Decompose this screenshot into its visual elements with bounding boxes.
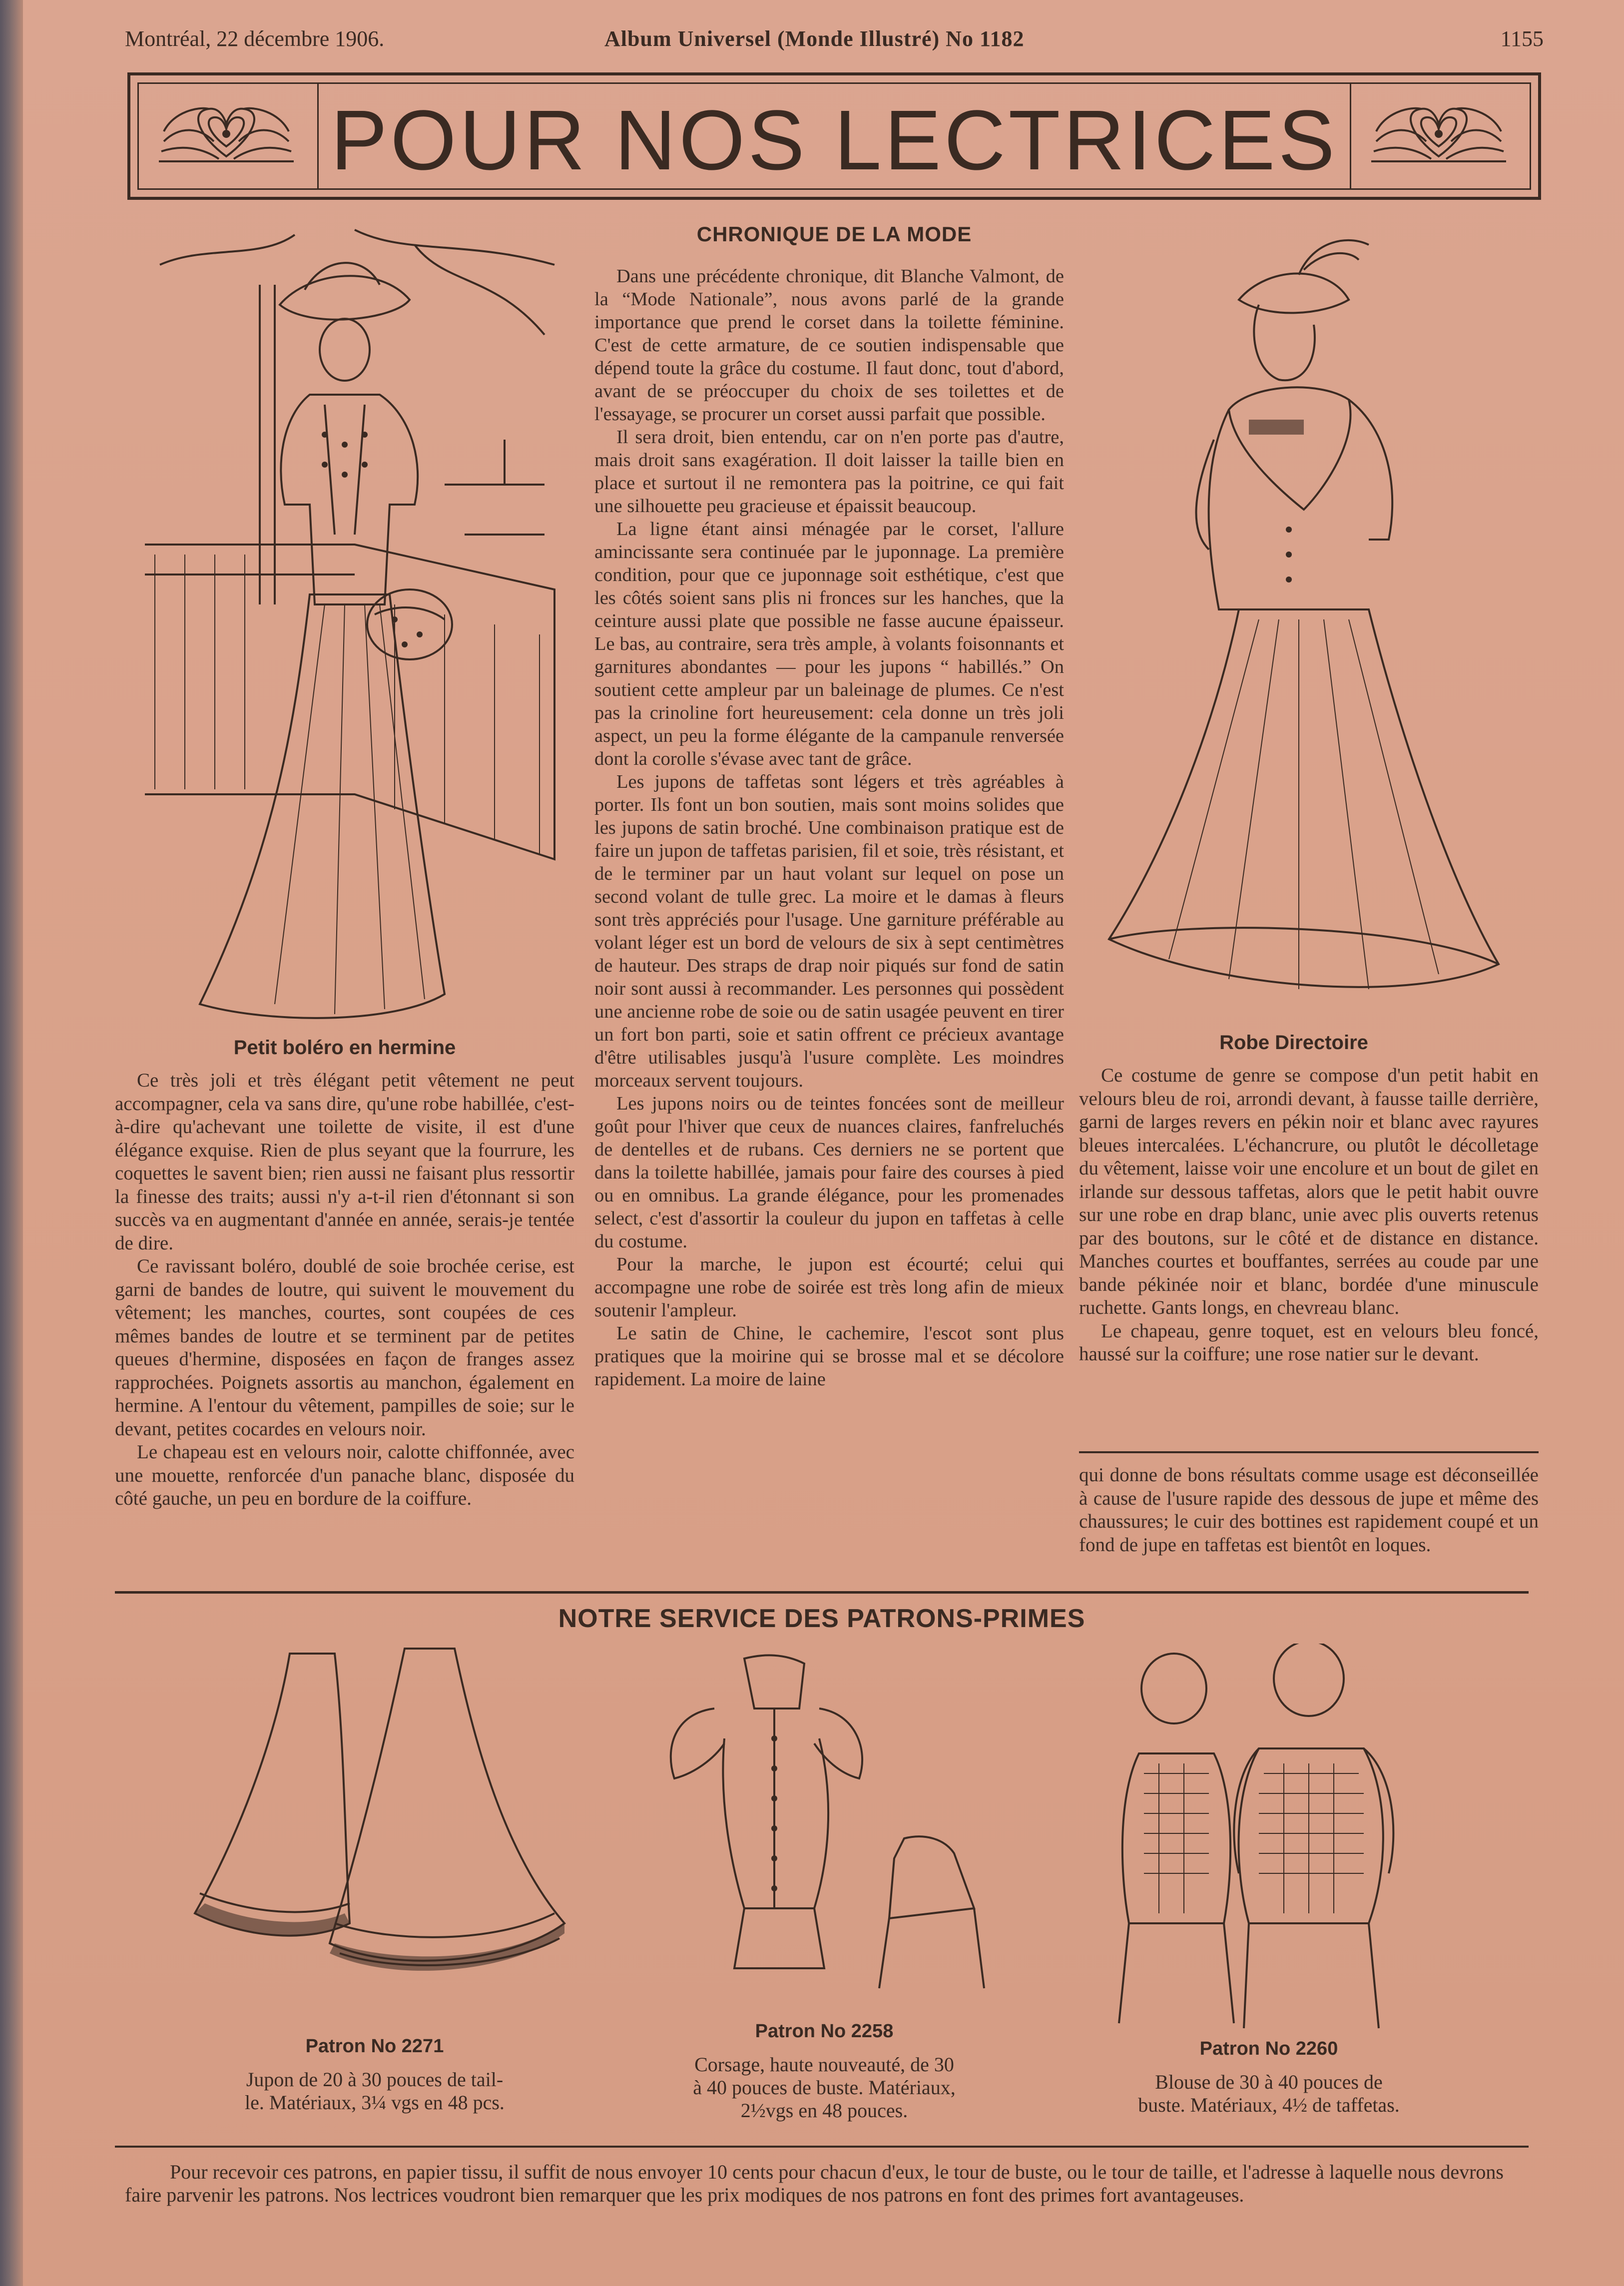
- paragraph: Il sera droit, bien entendu, car on n'en porte pas d'autre, mais droit sans exagération. Il doit laisser la taille bien en place et surtout il ne remontera pas la poitrine, ce qui fait une silhouette peu gracieuse et épaissit beaucoup.: [594, 427, 1064, 517]
- running-head-date: Montréal, 22 décembre 1906.: [125, 26, 385, 51]
- description-line: à 40 pouces de buste. Matériaux,: [693, 2076, 956, 2099]
- paragraph: qui donne de bons résultats comme usage est déconseillée à cause de l'usure rapide des dessous de jupe et même des chaussures; le cuir des bottines est rapidement coupé et un fond de jupe en taffetas est bientôt en loques.: [1079, 1464, 1539, 1556]
- left-illustration-caption: Petit boléro en hermine: [233, 1037, 456, 1059]
- patron-2260-title: Patron No 2260: [1199, 2038, 1338, 2059]
- patron-2258-title: Patron No 2258: [755, 2021, 894, 2042]
- paragraph: Ce très joli et très élégant petit vêtement ne peut accompagner, cela va sans dire, qu'une robe habillée, c'est-à-dire qu'achevant une toilette de visite, il est d'une élégance exquise. Rien de plus seyant que la fourrure, les coquettes le savent bien; rien aussi ne faisant plus ressortir la finesse des traits; aussi n'y a-t-il rien d'étonnant si son succès va en augmentant d'année en année, serais-je tentée de dire.: [115, 1070, 574, 1254]
- description-line: Jupon de 20 à 30 pouces de tail-: [246, 2068, 504, 2091]
- running-head: [125, 19, 1544, 59]
- paragraph: Dans une précédente chronique, dit Blanche Valmont, de la “Mode Nationale”, nous avons parlé de la grande importance que prend le corset dans la toilette féminine. C'est de cette armature, de ce soutien indispensable que dépend toute la grâce du costume. Il faut donc, tout d'abord, avant de se préoccuper du choix de ses toilettes et de l'essayage, se procurer un corset aussi parfait que possible.: [594, 266, 1064, 425]
- paragraph: Pour la marche, le jupon est écourté; celui qui accompagne une robe de soirée est très long afin de mieux soutenir l'ampleur.: [594, 1254, 1064, 1321]
- right-column-text: [1079, 1064, 1539, 1366]
- footer-divider-rule: [115, 2146, 1529, 2148]
- title-banner-inner: [137, 82, 1531, 190]
- robe-directoire-illustration: [1089, 230, 1519, 1014]
- right-column-continuation: [1079, 1464, 1539, 1557]
- art-nouveau-heart-ornament-icon: [154, 96, 299, 171]
- paragraph: Le chapeau est en velours noir, calotte chiffonnée, avec une mouette, renforcée d'un panache blanc, disposée du côté gauche, un peu en bordure de la coiffure.: [115, 1441, 574, 1509]
- page-binding-edge: [0, 0, 23, 2286]
- right-illustration-caption: Robe Directoire: [1219, 1032, 1368, 1054]
- art-nouveau-heart-ornament-icon: [1366, 96, 1511, 171]
- patron-2260-description: [1079, 2071, 1459, 2117]
- title-banner: [127, 72, 1541, 200]
- patron-2271-description: [185, 2068, 564, 2114]
- chronique-heading: CHRONIQUE DE LA MODE: [696, 222, 972, 246]
- description-line: buste. Matériaux, 4½ de taffetas.: [1138, 2094, 1400, 2116]
- paragraph: Ce ravissant boléro, doublé de soie brochée cerise, est garni de bandes de loutre, qui suivent le mouvement du vêtement; les manches, courtes, sont coupées de ces mêmes bandes de loutre et se terminent par de petites queues d'hermine, disposées en façon de franges assez rapprochées. Poignets assortis au manchon, également en hermine. A l'entour du vêtement, pampilles de soie; sur le devant, petites cocardes en velours noir.: [115, 1255, 574, 1440]
- patron-2258-description: [639, 2053, 1009, 2122]
- center-column-text: [594, 265, 1064, 1391]
- description-line: Blouse de 30 à 40 pouces de: [1155, 2071, 1383, 2093]
- paragraph: Le satin de Chine, le cachemire, l'escot sont plus pratiques que la moirine qui se brosse mal et se décolore rapidement. La moire de laine: [594, 1323, 1064, 1390]
- left-ornament: [139, 84, 319, 188]
- description-line: Corsage, haute nouveauté, de 30: [694, 2053, 954, 2076]
- page-title: POUR NOS LECTRICES: [330, 93, 1338, 188]
- running-head-publication: Album Universel (Monde Illustré) No 1182: [604, 26, 1025, 51]
- footer-note: Pour recevoir ces patrons, en papier tissu, il suffit de nous envoyer 10 cents pour chacun d'eux, le tour de buste, ou le tour de taille, et l'adresse à laquelle nous devrons faire parvenir les patrons. Nos lectrices voudront bien remarquer que les prix modiques de nos patrons en font des primes fort avantageuses.: [125, 2161, 1504, 2206]
- paragraph: La ligne étant ainsi ménagée par le corset, l'allure amincissante sera continuée par le juponnage. La première condition, pour que ce juponnage soit esthétique, c'est que les côtés soient sans plis ni fronces sur les hanches, que la ceinture aussi plate que possible ne fasse aucune épaisseur. Le bas, au contraire, sera très ample, à volants foisonnants et garnitures abondantes — pour les jupons “ habillés.” On soutient cette ampleur par un baleinage de plumes. Ce n'est pas la crinoline fort heureusement: cela donne un très joli aspect, un peu la forme élégante de la campanule renversée dont la corolle s'évase avec tant de grâce.: [594, 519, 1064, 769]
- right-ornament: [1350, 84, 1530, 188]
- paragraph: Ce costume de genre se compose d'un petit habit en velours bleu de roi, arrondi devant, à fausse taille derrière, garni de larges revers en pékin noir et blanc avec rayures bleues intercalées. L'échancrure, ou plutôt le décolletage du vêtement, laisse voir une encolure et un bout de gilet en irlande sur dessous taffetas, alors que le petit habit ouvre sur une robe en drap blanc, unie avec plis ouverts retenus par des boutons, sur le côté et de distance en distance. Manches courtes et bouffantes, serrées au coude par une bande pékinée noir et blanc, bordée d'une minuscule ruchette. Gants longs, en chevreau blanc.: [1079, 1065, 1539, 1318]
- description-line: le. Matériaux, 3¼ vgs en 48 pcs.: [245, 2091, 505, 2114]
- patterns-heading: NOTRE SERVICE DES PATRONS-PRIMES: [558, 1604, 1085, 1633]
- bolero-hermine-illustration: [145, 225, 569, 1024]
- left-column-text: [115, 1069, 574, 1511]
- paragraph: Le chapeau, genre toquet, est en velours bleu foncé, haussé sur la coiffure; une rose natier sur le devant.: [1079, 1320, 1539, 1365]
- description-line: 2½vgs en 48 pouces.: [740, 2099, 908, 2122]
- column-divider-rule: [1079, 1451, 1539, 1453]
- patron-2258-illustration: [654, 1649, 994, 2008]
- section-divider-rule: [115, 1591, 1529, 1594]
- patron-2271-illustration: [185, 1644, 574, 2013]
- paragraph: Les jupons noirs ou de teintes foncées sont de meilleur goût pour l'hiver que ceux de nuances claires, fanfreluchés de dentelles et de rubans. Ces derniers ne se portent que dans la toilette habillée, jamais pour faire des courses à pied ou en omnibus. La grande élégance, pour les promenades select, c'est d'assortir la couleur du jupon en taffetas à celle du costume.: [594, 1093, 1064, 1252]
- paragraph: Les jupons de taffetas sont légers et très agréables à porter. Ils font un bon soutien, mais sont moins solides que les jupons de satin broché. Une combinaison pratique est de faire un jupon de taffetas parisien, fil et soie, très résistant, et de le terminer par un haut volant sur lequel on pose un second volant de tulle grec. La moire et le damas à fleurs sont très appréciés pour l'usage. Une garniture préférable au volant léger est un bord de velours de six à sept centimètres de hauteur. Des straps de drap noir piqués sur fond de satin noir sont aussi à recommander. Les personnes qui possèdent une ancienne robe de soie ou de satin usagée peuvent en tirer un fort bon parti, soie et satin offrent ce précieux avantage d'être utilisables jusqu'à l'usure complète. Les moindres morceaux servent toujours.: [594, 771, 1064, 1091]
- patron-2260-illustration: [1109, 1644, 1419, 2033]
- page-number: 1155: [1500, 26, 1544, 51]
- patron-2271-title: Patron No 2271: [305, 2036, 444, 2057]
